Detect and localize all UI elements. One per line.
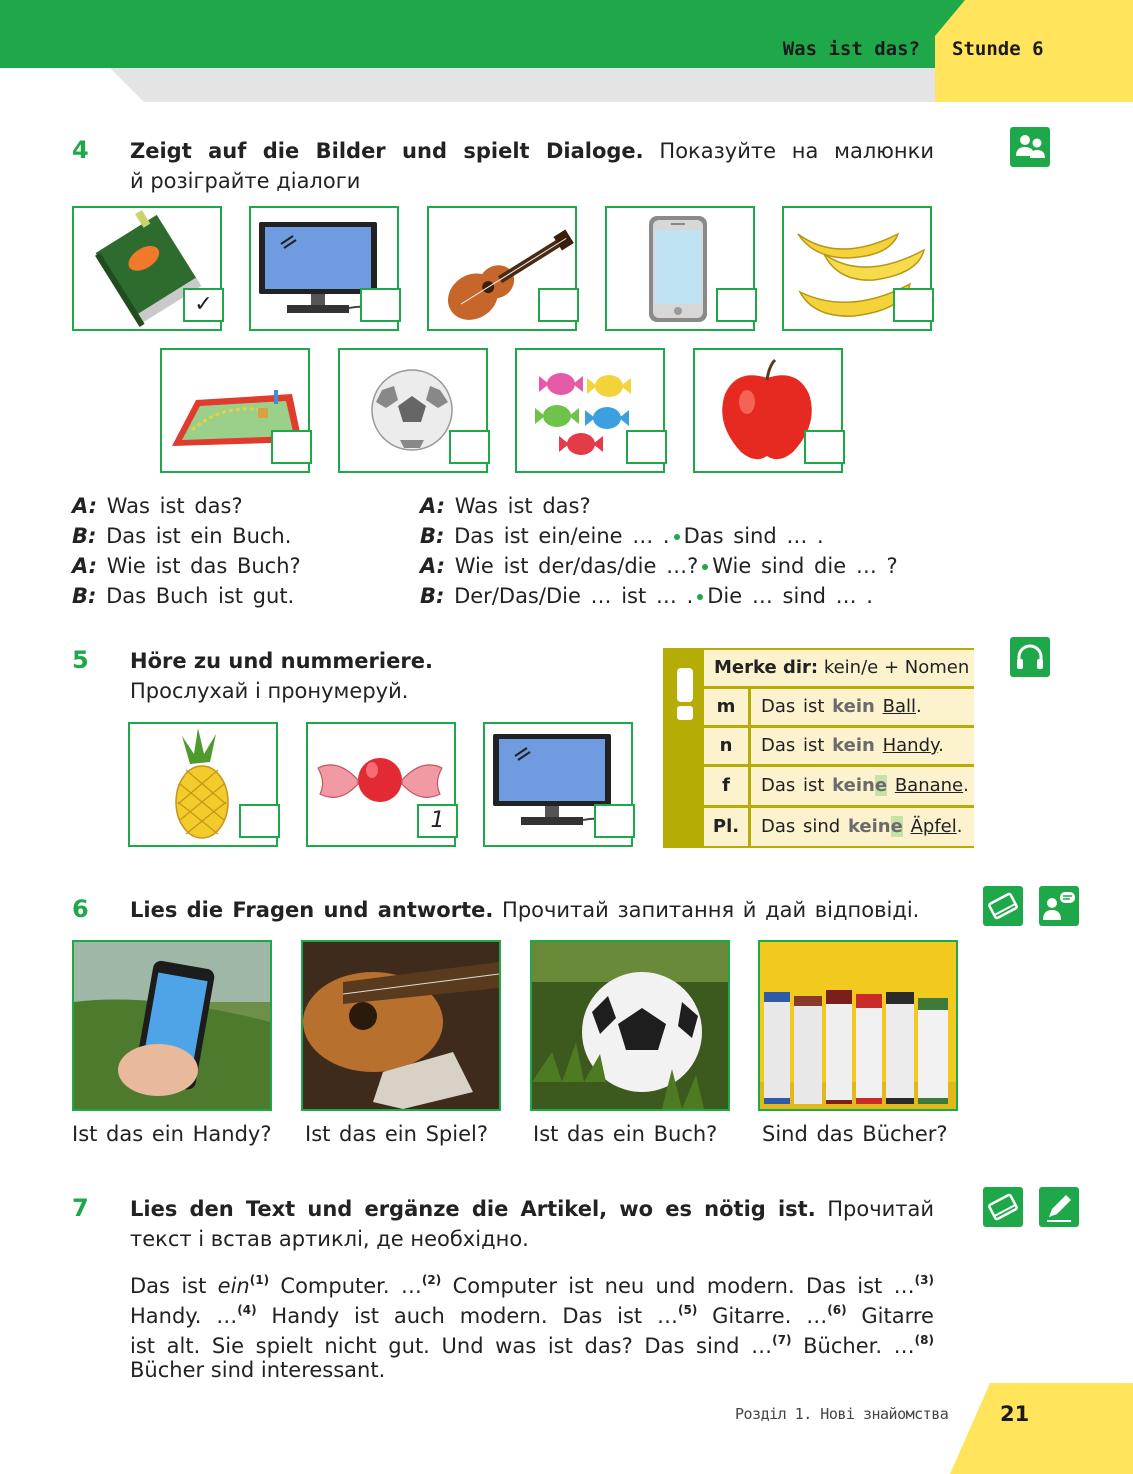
exercise-7-text-line-1: Das ist ein$^{(1)}$ Computer. …$^{(2)}$ Computer ist neu und modern. Das ist …$^{(3)}$ xyxy=(130,1273,934,1298)
exercise-4-instruction: Zeigt auf die Bilder und spielt Dialoge. Показуйте на малюнки xyxy=(130,139,934,163)
bullet-dot xyxy=(697,594,703,600)
footer-tab xyxy=(950,1383,1133,1474)
headphones-icon xyxy=(1010,637,1050,677)
answer-box-ball[interactable] xyxy=(449,430,490,464)
question-4: Sind das Bücher? xyxy=(762,1122,948,1146)
answer-box-pineapple[interactable] xyxy=(239,804,280,838)
dialog-right-line-4: B: Der/Das/Die … ist … . Die … sind … . xyxy=(420,584,873,608)
answer-box-candies[interactable] xyxy=(626,430,667,464)
lesson-label: Stunde 6 xyxy=(952,38,1044,60)
answer-box-book[interactable]: ✓ xyxy=(183,288,224,322)
book-icon xyxy=(983,886,1023,926)
answer-box-guitar[interactable] xyxy=(538,288,579,322)
page-title: Was ist das? xyxy=(782,38,920,60)
exercise-6-instruction: Lies die Fragen und antworte. Прочитай запитання й дай відповіді. xyxy=(130,898,920,922)
dialog-left-line-1: A: Was ist das? xyxy=(72,494,243,518)
header-shadow-band xyxy=(110,68,950,102)
exercise-7-text-line-2: Handy. …$^{(4)}$ Handy ist auch modern. Das ist …$^{(5)}$ Gitarre. …$^{(6)}$ Gitarre xyxy=(130,1303,934,1328)
dialog-left-line-3: A: Wie ist das Buch? xyxy=(72,554,301,578)
pair-work-icon xyxy=(1010,127,1050,167)
exercise-5-instruction: Höre zu und nummeriere. xyxy=(130,649,433,673)
merke-row-m: m Das ist kein Ball. xyxy=(704,689,974,725)
page-number: 21 xyxy=(1000,1402,1030,1426)
photo-buecher xyxy=(758,940,958,1111)
speaking-icon xyxy=(1039,886,1079,926)
question-2: Ist das ein Spiel? xyxy=(305,1122,488,1146)
pencil-icon xyxy=(1039,1187,1079,1227)
exercise-5-instruction-uk: Прослухай і пронумеруй. xyxy=(130,679,409,703)
exclamation-dot xyxy=(677,706,693,720)
bullet-dot xyxy=(702,564,708,570)
merke-title: Merke dir: kein/e + Nomen xyxy=(704,650,974,686)
exercise-7-instruction: Lies den Text und ergänze die Artikel, wo es nötig ist. Прочитай xyxy=(130,1197,934,1221)
exercise-7-number: 7 xyxy=(72,1194,89,1222)
book-icon xyxy=(983,1187,1023,1227)
exercise-5-number: 5 xyxy=(72,646,89,674)
dialog-left-line-4: B: Das Buch ist gut. xyxy=(72,584,295,608)
dialog-right-line-3: A: Wie ist der/das/die …? Wie sind die … ? xyxy=(420,554,898,578)
answer-box-board-game[interactable] xyxy=(271,430,312,464)
dialog-left-line-2: B: Das ist ein Buch. xyxy=(72,524,292,548)
bullet-dot xyxy=(674,534,680,540)
answer-box-bananas[interactable] xyxy=(893,288,934,322)
footer-section: Розділ 1. Нові знайомства xyxy=(735,1405,949,1423)
dialog-right-line-2: B: Das ist ein/eine … . Das sind … . xyxy=(420,524,824,548)
merke-dir-box xyxy=(663,648,974,848)
photo-buch xyxy=(530,940,730,1111)
merke-row-n: n Das ist kein Handy. xyxy=(704,728,974,764)
photo-spiel xyxy=(301,940,501,1111)
question-3: Ist das ein Buch? xyxy=(533,1122,718,1146)
question-1: Ist das ein Handy? xyxy=(72,1122,272,1146)
exercise-4-number: 4 xyxy=(72,136,89,164)
exercise-7-text-line-3: ist alt. Sie spielt nicht gut. Und was ist das? Das sind …$^{(7)}$ Bücher. …$^{(8)}$ xyxy=(130,1333,934,1358)
answer-box-computer[interactable] xyxy=(360,288,401,322)
exercise-6-number: 6 xyxy=(72,895,89,923)
dialog-right-line-1: A: Was ist das? xyxy=(420,494,591,518)
exercise-4-instruction-line2: й розіграйте діалоги xyxy=(130,169,361,193)
answer-box-candy[interactable]: 1 xyxy=(417,804,458,838)
photo-handy xyxy=(72,940,272,1111)
merke-row-f: f Das ist keine Banane. xyxy=(704,767,974,805)
exercise-7-text-line-4: Bücher sind interessant. xyxy=(130,1358,386,1382)
answer-box-phone[interactable] xyxy=(716,288,757,322)
merke-row-pl: Pl. Das sind keine Äpfel. xyxy=(704,808,974,846)
exclamation-icon xyxy=(677,668,693,702)
exercise-7-instruction-line2: текст і встав артиклі, де необхідно. xyxy=(130,1227,529,1251)
answer-box-apple[interactable] xyxy=(804,430,845,464)
answer-box-computer-2[interactable] xyxy=(594,804,635,838)
